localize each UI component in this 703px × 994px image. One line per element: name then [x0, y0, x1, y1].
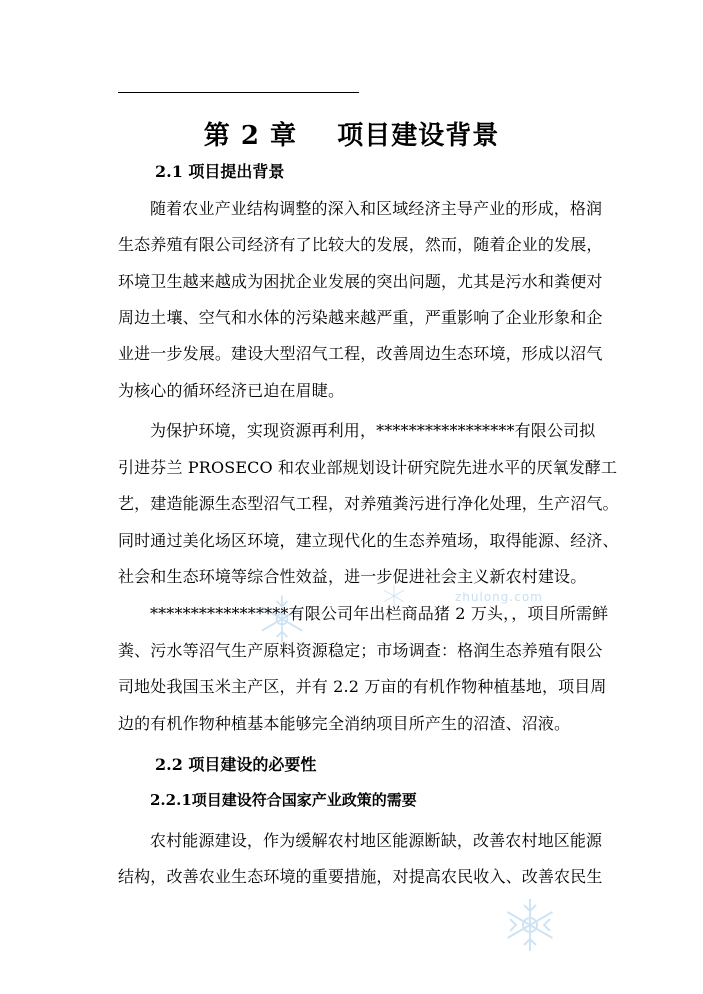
paragraph-line: 环境卫生越来越成为困扰企业发展的突出问题，尤其是污水和粪便对 — [118, 272, 603, 291]
paragraph-line: 随着农业产业结构调整的深入和区域经济主导产业的形成，格润 — [150, 199, 603, 218]
watermark-text: zhulong.com — [455, 590, 543, 604]
snowflake-icon — [500, 895, 560, 955]
header-rule — [118, 92, 359, 93]
paragraph-line: 粪、污水等沼气生产原料资源稳定；市场调查：格润生态养殖有限公 — [118, 641, 603, 660]
chapter-title: 第 2 章 项目建设背景 — [203, 121, 500, 151]
paragraph-line: 为核心的循环经济已迫在眉睫。 — [118, 381, 345, 400]
paragraph-line: 艺，建造能源生态型沼气工程，对养殖粪污进行净化处理，生产沼气。 — [118, 494, 619, 513]
subsection-heading-2-2-1: 2.2.1项目建设符合国家产业政策的需要 — [150, 791, 417, 809]
paragraph-line: 业进一步发展。建设大型沼气工程，改善周边生态环境，形成以沼气 — [118, 344, 603, 363]
section-heading-2-2: 2.2 项目建设的必要性 — [155, 755, 317, 774]
paragraph-line: 边的有机作物种植基本能够完全消纳项目所产生的沼渣、沼液。 — [118, 714, 571, 733]
paragraph-line: *****************有限公司年出栏商品猪 2 万头，，项目所需鲜 — [150, 604, 609, 623]
paragraph-line: 周边土壤、空气和水体的污染越来越严重，严重影响了企业形象和企 — [118, 308, 603, 327]
paragraph-line: 生态养殖有限公司经济有了比较大的发展，然而，随着企业的发展， — [118, 235, 603, 254]
paragraph-line: 司地处我国玉米主产区，并有 2.2 万亩的有机作物种植基地，项目周 — [118, 677, 607, 696]
paragraph-line: 为保护环境，实现资源再利用，*****************有限公司拟 — [150, 421, 596, 440]
section-heading-2-1: 2.1 项目提出背景 — [155, 162, 285, 181]
paragraph-line: 结构，改善农业生态环境的重要措施，对提高农民收入、改善农民生 — [118, 867, 603, 886]
paragraph-line: 引进芬兰 PROSECO 和农业部规划设计研究院先进水平的厌氧发酵工 — [118, 458, 618, 477]
paragraph-line: 社会和生态环境等综合性效益，进一步促进社会主义新农村建设。 — [118, 567, 587, 586]
paragraph-line: 同时通过美化场区环境，建立现代化的生态养殖场，取得能源、经济、 — [118, 531, 619, 550]
paragraph-line: 农村能源建设，作为缓解农村地区能源断缺，改善农村地区能源 — [150, 831, 603, 850]
